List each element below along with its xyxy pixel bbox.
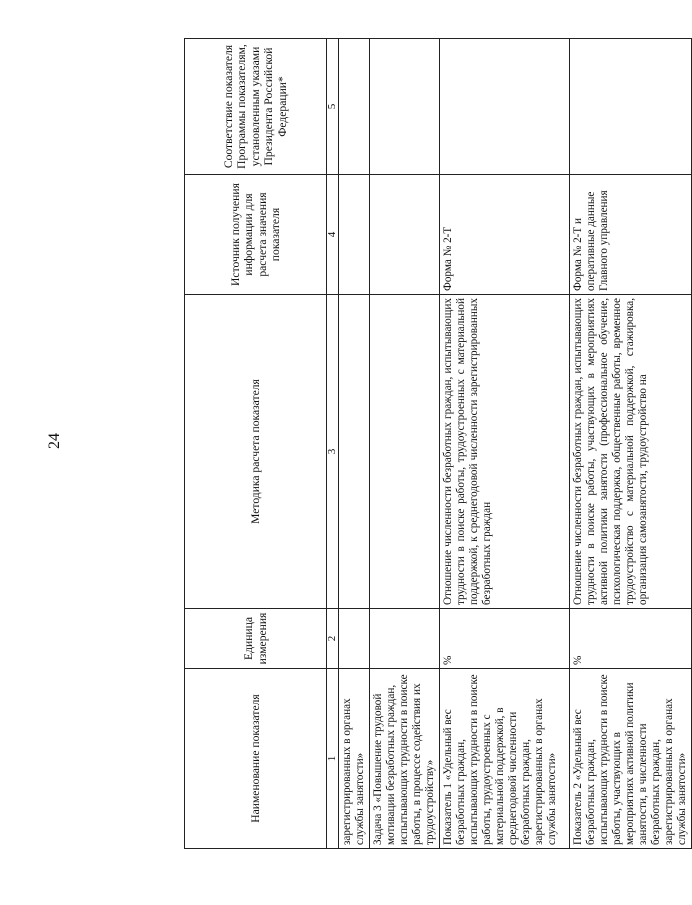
column-number-row — [327, 39, 339, 849]
table-row — [339, 39, 370, 849]
header-source: Источник получения информации для расчета значения показателя — [185, 175, 327, 295]
cell-source: Форма № 2-Т и оперативные данные Главного управления — [570, 175, 692, 295]
header-match: Соответствие показателя Программы показателям, установленным указами Президента Российской Федерации* — [185, 39, 327, 175]
column-number: 2 — [327, 609, 339, 669]
cell-source — [370, 175, 440, 295]
cell-name: Показатель 1 «Удельный вес безработных граждан, испытывающих трудности в поиске работы, трудоустроенных с материальной поддержкой, в среднегодовой численности безработных граждан, зарегистрированных в органах службы занятости» — [440, 669, 570, 849]
cell-match — [370, 39, 440, 175]
column-number: 4 — [327, 175, 339, 295]
column-number: 3 — [327, 295, 339, 609]
rotated-table-wrapper — [184, 39, 688, 849]
cell-match — [339, 39, 370, 175]
cell-method — [339, 295, 370, 609]
indicators-table — [184, 38, 692, 849]
cell-unit: % — [440, 609, 570, 669]
header-indicator-name: Наименование показателя — [185, 669, 327, 849]
header-row — [185, 39, 327, 849]
cell-unit: % — [570, 609, 692, 669]
cell-name: Задача 3 «Повышение трудовой мотивации безработных граждан, испытывающих трудности в поиске работы, в процессе содействия их трудоустройству» — [370, 669, 440, 849]
cell-method: Отношение численности безработных граждан, испытывающих трудности в поиске работы, трудоустроенных с материальной поддержкой, к среднегодовой численности зарегистрированных безработных граждан — [440, 295, 570, 609]
cell-method — [370, 295, 440, 609]
cell-name: Показатель 2 «Удельный вес безработных граждан, испытывающих трудности в поиске работы, участвующих в мероприятиях активной политики занятости, в численности безработных граждан, зарегистрированных в органах службы занятости» — [570, 669, 692, 849]
cell-method: Отношение численности безработных граждан, испытывающих трудности в поиске работы, участвующих в мероприятиях активной политики занятости (профессиональное обучение, психологическая поддержка, общественные работы, временное трудоустройство с материальной поддержкой, стажировка, организация самозанятости, трудоустройство на — [570, 295, 692, 609]
column-number: 1 — [327, 669, 339, 849]
cell-unit — [370, 609, 440, 669]
cell-unit — [339, 609, 370, 669]
page-number: 24 — [46, 433, 63, 449]
column-number: 5 — [327, 39, 339, 175]
header-unit: Единица измерения — [185, 609, 327, 669]
cell-match — [440, 39, 570, 175]
cell-source: Форма № 2-Т — [440, 175, 570, 295]
cell-source — [339, 175, 370, 295]
cell-name: зарегистрированных в органах службы занятости» — [339, 669, 370, 849]
header-method: Методика расчета показателя — [185, 295, 327, 609]
cell-match — [570, 39, 692, 175]
table-row — [440, 39, 570, 849]
table-row — [570, 39, 692, 849]
table-row — [370, 39, 440, 849]
